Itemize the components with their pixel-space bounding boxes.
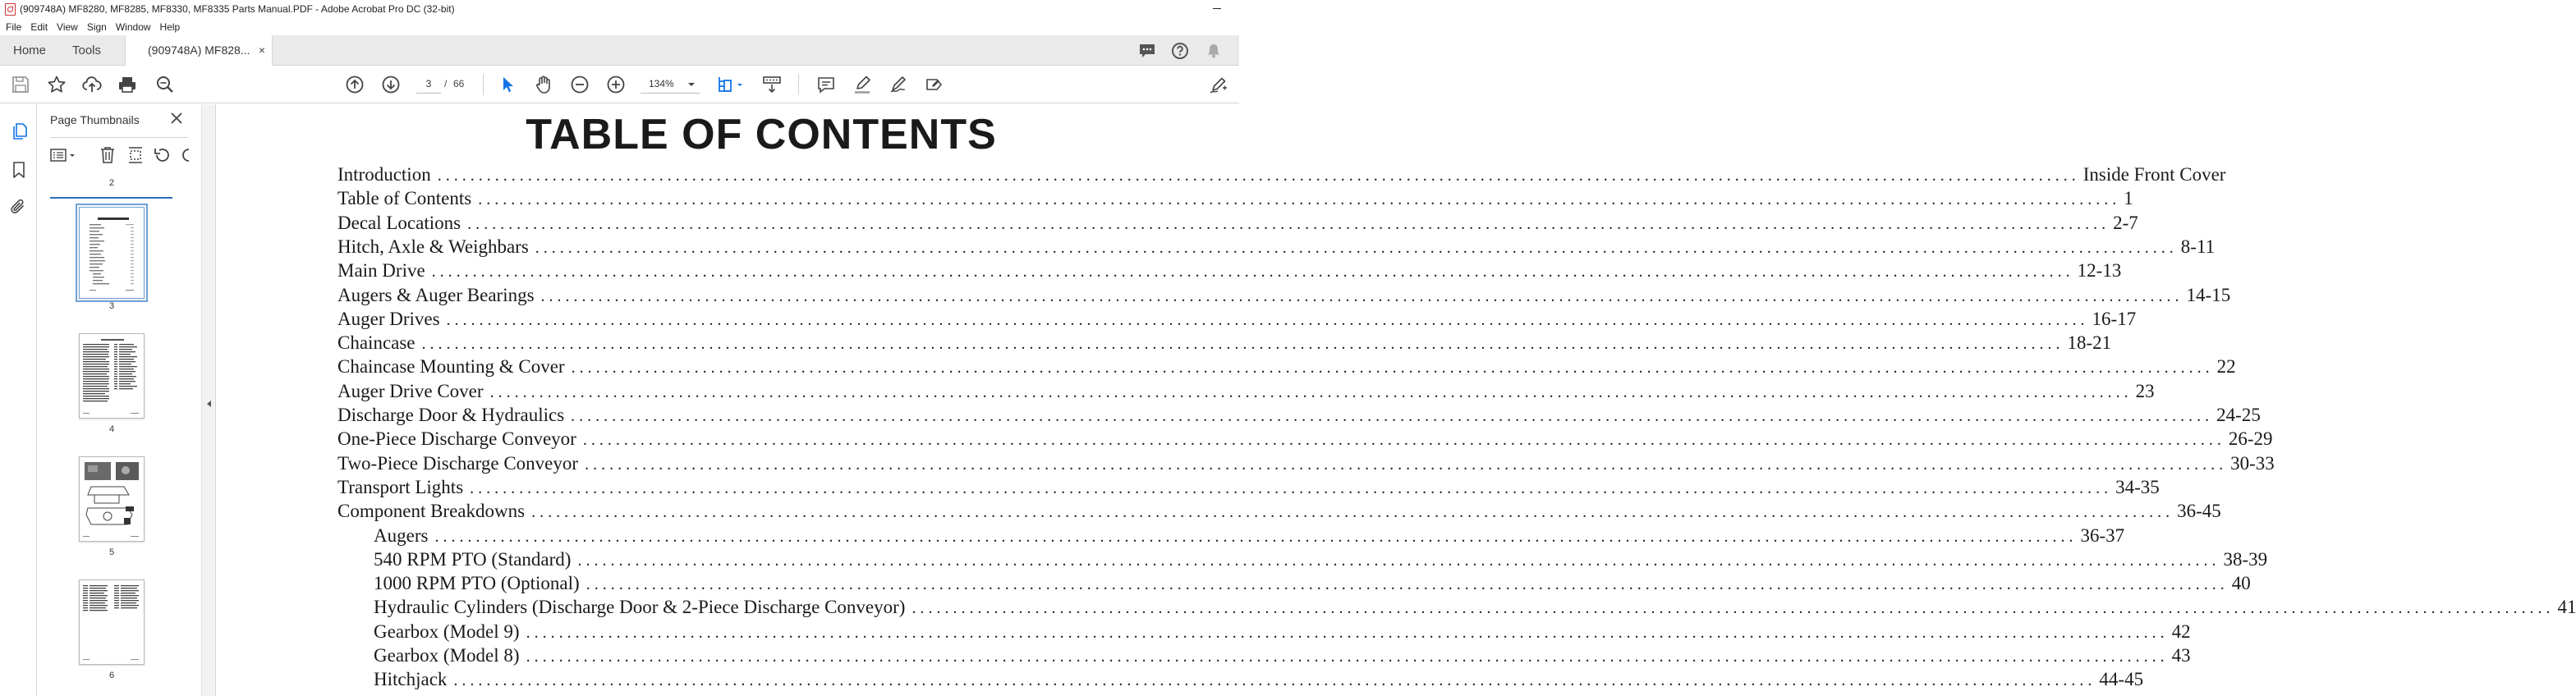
toc-entry-page: 23: [2135, 380, 2155, 401]
scroll-mode-icon[interactable]: [762, 75, 782, 94]
toc-entry-label: Hitchjack: [374, 669, 448, 690]
toc-dot-leader: ........................................................................................................................................................................................................: [571, 407, 2214, 425]
toc-entry-page: 36-37: [2080, 524, 2125, 546]
thumbnail-page-3[interactable]: [79, 207, 145, 299]
toc-entry-page: 2-7: [2113, 212, 2138, 233]
comment-bubble-icon[interactable]: [1138, 42, 1156, 60]
toc-sub-entry: [374, 524, 2125, 550]
page-thumbnails-icon[interactable]: [9, 121, 29, 141]
bookmarks-icon[interactable]: [9, 160, 29, 180]
toc-entry-page: 40: [2231, 573, 2251, 594]
toc-entry-page: 30-33: [2230, 452, 2275, 474]
toc-entry-label: Auger Drive Cover: [337, 380, 484, 401]
toc-sub-entry: [374, 620, 2191, 646]
toc-entry: [337, 332, 2112, 357]
document-tab-label: (909748A) MF828...: [148, 44, 250, 57]
toc-entry: [337, 188, 2133, 213]
delete-page-icon[interactable]: [98, 145, 117, 165]
toc-dot-leader: ........................................................................................................................................................................................................: [467, 214, 2110, 233]
toc-entry: [337, 356, 2236, 381]
toc-entry-label: Gearbox (Model 8): [374, 645, 520, 666]
toolbar-separator: [483, 74, 484, 95]
toc-entry-label: 540 RPM PTO (Standard): [374, 548, 572, 570]
extract-pages-icon[interactable]: [126, 145, 145, 165]
toc-entry-label: Auger Drives: [337, 308, 440, 329]
toc-dot-leader: ........................................................................................................................................................................................................: [470, 478, 2113, 497]
menu-file[interactable]: File: [6, 21, 22, 33]
close-tab-icon[interactable]: ×: [258, 44, 265, 57]
toc-entry-label: Chaincase Mounting & Cover: [337, 356, 565, 378]
toc-entry-page: 34-35: [2115, 476, 2160, 497]
thumbnail-page-number: 2: [108, 178, 115, 188]
total-pages: 66: [453, 78, 465, 89]
main-toolbar: [0, 66, 1239, 103]
thumbnail-page-4[interactable]: [79, 333, 145, 419]
tab-document[interactable]: [125, 35, 273, 66]
tab-tools[interactable]: Tools: [72, 44, 102, 57]
toc-dot-leader: ........................................................................................................................................................................................................: [531, 503, 2174, 522]
page-separator: /: [444, 78, 448, 89]
toolbar-separator: [798, 74, 799, 95]
toc-entry-label: Component Breakdowns: [337, 501, 526, 522]
toc-dot-leader: ........................................................................................................................................................................................................: [585, 455, 2228, 474]
notifications-bell-icon[interactable]: [1205, 42, 1223, 60]
draw-freehand-icon[interactable]: [889, 75, 908, 94]
toc-entry-label: Hydraulic Cylinders (Discharge Door & 2-Piece Discharge Conveyor): [374, 597, 906, 618]
panel-title: Page Thumbnails: [50, 113, 140, 126]
chevron-down-icon: [688, 83, 695, 86]
next-page-icon[interactable]: [381, 75, 401, 94]
share-pen-icon[interactable]: [1209, 75, 1228, 94]
toc-entry-page: 36-45: [2177, 501, 2221, 522]
toc-entry-label: Main Drive: [337, 260, 425, 282]
menu-view[interactable]: View: [57, 21, 78, 33]
zoom-level-select[interactable]: [641, 74, 700, 94]
acrobat-pdf-icon: [5, 3, 15, 15]
menu-edit[interactable]: Edit: [30, 21, 48, 33]
toc-dot-leader: ........................................................................................................................................................................................................: [535, 238, 2178, 257]
thumbnail-page-number: 4: [108, 424, 115, 434]
page-thumbnails-panel: [37, 104, 201, 696]
toc-entry: [337, 380, 2155, 405]
panel-divider: [50, 137, 188, 138]
toc-entry-page: 12-13: [2077, 260, 2122, 282]
toc-entry-page: 38-39: [2223, 548, 2268, 570]
toc-entry-page: 18-21: [2067, 332, 2112, 354]
toc-entry-label: Decal Locations: [337, 212, 461, 233]
toc-entry-page: 1: [2124, 188, 2133, 209]
fit-page-icon[interactable]: [716, 75, 736, 94]
find-zoom-icon[interactable]: [155, 75, 175, 94]
toc-entry-label: Augers: [374, 524, 429, 546]
toc-dot-leader: ........................................................................................................................................................................................................: [571, 359, 2214, 378]
page-number-input[interactable]: 3: [416, 74, 441, 94]
thumbnail-page-5[interactable]: [79, 456, 145, 542]
navigation-rail: [0, 104, 37, 696]
toc-dot-leader: ........................................................................................................................................................................................................: [489, 382, 2133, 401]
select-arrow-icon[interactable]: [498, 75, 517, 94]
toc-entry: [337, 236, 2216, 261]
menu-sign[interactable]: Sign: [86, 21, 107, 33]
toc-dot-leader: ........................................................................................................................................................................................................: [526, 648, 2169, 666]
zoom-in-icon[interactable]: [606, 75, 626, 94]
toc-dot-leader: ........................................................................................................................................................................................................: [582, 431, 2225, 450]
rotate-right-icon[interactable]: [179, 145, 191, 165]
tab-bar: [0, 35, 1239, 66]
toc-dot-leader: ........................................................................................................................................................................................................: [421, 335, 2064, 354]
toc-entry: [337, 452, 2275, 478]
fill-sign-icon[interactable]: [925, 75, 944, 94]
help-icon[interactable]: [1171, 42, 1189, 60]
close-panel-icon[interactable]: [170, 111, 183, 126]
toc-entry-page: 22: [2216, 356, 2236, 378]
save-icon[interactable]: [11, 75, 30, 94]
toc-entry-label: Hitch, Axle & Weighbars: [337, 236, 529, 257]
highlight-pen-icon[interactable]: [852, 75, 872, 94]
page-2-indicator: [50, 197, 172, 199]
toc-entry-label: Transport Lights: [337, 476, 464, 497]
tab-home[interactable]: Home: [13, 44, 47, 57]
zoom-value: 134%: [649, 78, 674, 89]
toc-dot-leader: ........................................................................................................................................................................................................: [911, 599, 2555, 618]
toc-entry: [337, 405, 2261, 429]
toc-entry: [337, 260, 2122, 285]
toc-entry-label: Chaincase: [337, 332, 416, 354]
zoom-out-icon[interactable]: [570, 75, 590, 94]
toc-entry-label: 1000 RPM PTO (Optional): [374, 573, 580, 594]
toc-entry-label: Two-Piece Discharge Conveyor: [337, 452, 579, 474]
toc-dot-leader: ........................................................................................................................................................................................................: [437, 167, 2080, 185]
toc-entry-label: Table of Contents: [337, 188, 472, 209]
collapse-panel-icon[interactable]: [207, 401, 211, 407]
toc-entry-page: 42: [2171, 620, 2191, 642]
toc-dot-leader: ........................................................................................................................................................................................................: [577, 551, 2220, 570]
toc-dot-leader: ........................................................................................................................................................................................................: [453, 671, 2096, 690]
toc-entry-page: 16-17: [2092, 308, 2137, 329]
toc-dot-leader: ........................................................................................................................................................................................................: [478, 190, 2121, 209]
toc-entry-page: 43: [2171, 645, 2191, 666]
toc-dot-leader: ........................................................................................................................................................................................................: [446, 310, 2089, 329]
toc-entry-page: 14-15: [2186, 284, 2231, 305]
toc-entry: [337, 212, 2138, 237]
toc-entry: [337, 284, 2231, 309]
toc-dot-leader: ........................................................................................................................................................................................................: [526, 623, 2169, 642]
panel-splitter[interactable]: [201, 104, 216, 696]
title-bar: [0, 0, 1239, 18]
upload-cloud-icon[interactable]: [82, 75, 102, 94]
toc-entry: [337, 476, 2160, 501]
toc-entry-label: Introduction: [337, 164, 431, 185]
toc-sub-entry: [374, 597, 2576, 621]
toc-dot-leader: ........................................................................................................................................................................................................: [540, 286, 2183, 305]
toc-entry-label: One-Piece Discharge Conveyor: [337, 428, 576, 450]
toc-sub-entry: [374, 669, 2144, 694]
toc-dot-leader: ........................................................................................................................................................................................................: [585, 575, 2229, 594]
toc-entry: [337, 164, 2226, 189]
rotate-left-icon[interactable]: [153, 145, 172, 165]
toc-entry: [337, 308, 2137, 333]
toc-entry-page: 44-45: [2099, 669, 2144, 690]
thumbnail-page-number: 3: [108, 301, 115, 311]
add-comment-icon[interactable]: [816, 75, 836, 94]
document-view[interactable]: [216, 104, 2576, 696]
toc-entry-page: 41: [2557, 597, 2576, 618]
toc-entry-label: Gearbox (Model 9): [374, 620, 520, 642]
minimize-button[interactable]: [1213, 8, 1221, 9]
menu-bar: [0, 18, 1239, 35]
toc-entry-page: 24-25: [2216, 405, 2261, 425]
previous-page-icon[interactable]: [345, 75, 365, 94]
thumbnail-page-number: 5: [108, 547, 115, 557]
menu-window[interactable]: Window: [115, 21, 151, 33]
toc-entry-label: Discharge Door & Hydraulics: [337, 405, 565, 425]
thumbnail-page-number: 6: [108, 671, 115, 680]
toc-entry-page: 26-29: [2228, 428, 2273, 450]
toc-dot-leader: ........................................................................................................................................................................................................: [431, 263, 2074, 282]
toc-entry-label: Augers & Auger Bearings: [337, 284, 535, 305]
toc-sub-entry: [374, 548, 2268, 574]
thumbnail-options-icon[interactable]: [49, 145, 69, 165]
toc-entry: [337, 428, 2273, 453]
toc-entry-page: Inside Front Cover: [2082, 164, 2226, 185]
page-heading: TABLE OF CONTENTS: [526, 111, 997, 158]
thumbnail-page-6[interactable]: [79, 579, 145, 665]
toc-sub-entry: [374, 573, 2251, 598]
toc-sub-entry: [374, 645, 2191, 670]
toc-entry: [337, 501, 2221, 525]
attachments-paperclip-icon[interactable]: [9, 197, 29, 217]
print-icon[interactable]: [117, 75, 137, 94]
window-title: (909748A) MF8280, MF8285, MF8330, MF8335 Parts Manual.PDF - Adobe Acrobat Pro DC (32-bit): [20, 3, 455, 15]
bookmark-star-icon[interactable]: [47, 75, 67, 94]
menu-help[interactable]: Help: [159, 21, 181, 33]
hand-tool-icon[interactable]: [534, 75, 553, 94]
toc-dot-leader: ........................................................................................................................................................................................................: [434, 527, 2078, 546]
toc-entry-page: 8-11: [2180, 236, 2216, 257]
